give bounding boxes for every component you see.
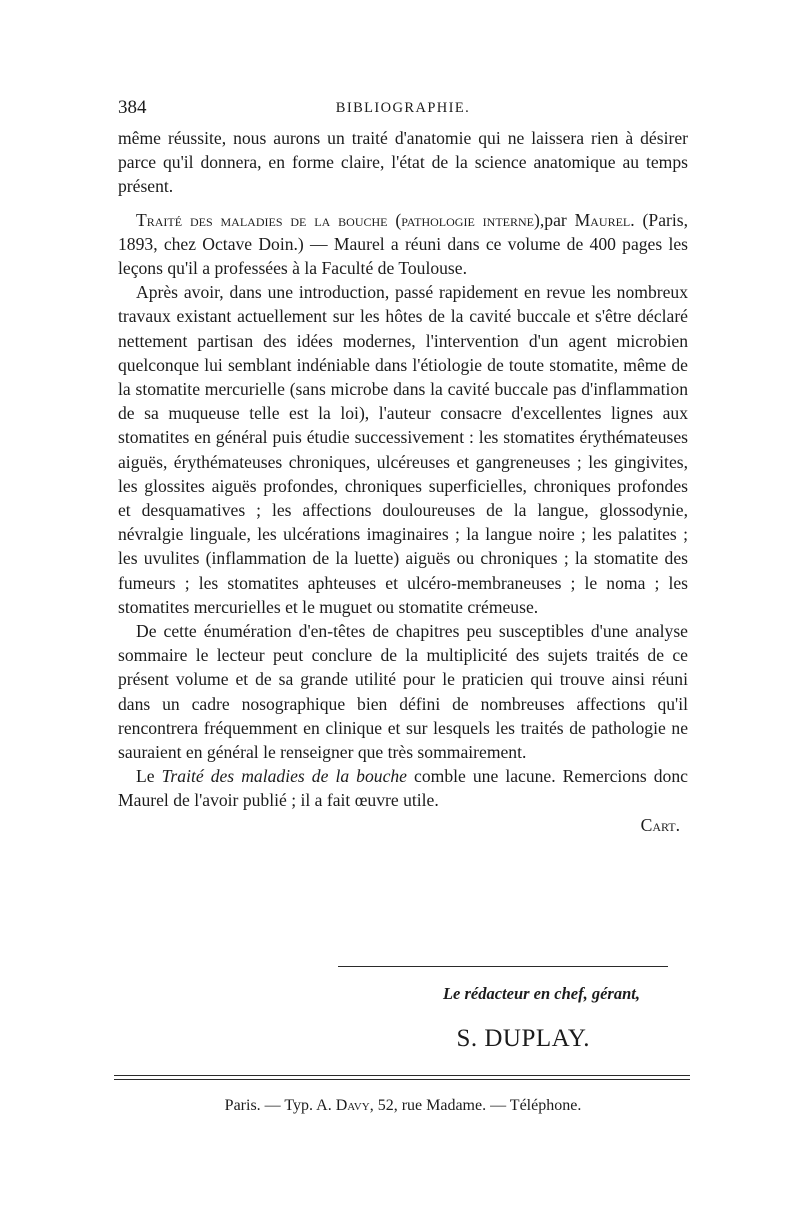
editor-name: S. DUPLAY. bbox=[456, 1025, 590, 1052]
review-paragraph-3: De cette énumération d'en-têtes de chapitres peu susceptibles d'une analyse sommaire le lecteur peut conclure de la multiplicité des sujets traités de ce présent volume et de sa grande utilité pour le praticien qui trouve ainsi réuni dans un cadre nosographique bien défini de nombreuses affections qu'il rencontrera fréquemment en clinique et sur lesquels les traités de pathologie ne sauraient en général le renseigner que très sommairement. bbox=[118, 621, 688, 763]
review-paragraph-2: Après avoir, dans une introduction, passé rapidement en revue les nombreux travaux existant actuellement sur les hôtes de la cavité buccale et s'être déclaré nettement partisan des idées modernes, l'intervention d'un agent microbien quelconque lui semblant indéniable dans l'étiologie de toute stomatite, même de la stomatite mercurielle (sans microbe dans la cavité buccale pas d'inflammation de sa muqueuse telle est la loi), l'auteur consacre d'excellentes lignes aux stomatites en général puis étudie successivement : les stomatites érythémateuses aiguës, érythémateuses chroniques, ulcéreuses et gangreneuses ; les gingivites, les glossites aiguës profondes, chroniques superficielles, chroniques profondes et desquamatives ; les affections douloureuses de la langue, glossodynie, névralgie linguale, les ulcérations imaginaires ; la langue noire ; les palatites ; les uvulites (inflammation de la luette) aiguës ou chroniques ; la stomatite des fumeurs ; les stomatites aphteuses et ulcéro-membraneuses ; le noma ; les stomatites mercurielles et le muguet ou stomatite crémeuse. bbox=[118, 282, 688, 617]
printer-name: Davy bbox=[335, 1097, 370, 1114]
para4-lead: Le bbox=[136, 766, 162, 787]
review-paragraph-4 bbox=[118, 764, 688, 812]
page-number: 384 bbox=[118, 97, 147, 118]
para4-rest: comble une lacune. Remercions donc Maurel de l'avoir publié ; il a fait œuvre utile. bbox=[118, 766, 688, 811]
continued-paragraph: même réussite, nous aurons un traité d'anatomie qui ne laissera rien à désirer parce qu'il donnera, en forme claire, l'état de la science anatomique au temps présent. bbox=[118, 128, 688, 197]
imprint-lead: Paris. — Typ. A. bbox=[224, 1097, 336, 1114]
imprint-address: , 52, rue Madame. — Téléphone. bbox=[369, 1097, 582, 1114]
book-entry bbox=[118, 208, 688, 281]
para4-book-title: Traité des maladies de la bouche bbox=[161, 766, 407, 787]
book-entry-text: (Paris, 1893, chez Octave Doin.) — Maurel a réuni dans ce volume de 400 pages les leçons qu'il a professées à la Faculté de Toulouse. bbox=[118, 209, 689, 279]
book-title: Traité des maladies de la bouche (pathologie interne), bbox=[136, 209, 545, 230]
editor-role: Le rédacteur en chef, gérant, bbox=[442, 984, 640, 1003]
book-by: par bbox=[544, 209, 575, 230]
page-header bbox=[118, 97, 688, 123]
short-rule bbox=[338, 966, 668, 967]
footer-rule-top bbox=[114, 1075, 690, 1076]
reviewer-signature: Cart. bbox=[640, 814, 680, 835]
footer-rule-bottom bbox=[114, 1079, 690, 1080]
running-title: BIBLIOGRAPHIE. bbox=[335, 100, 471, 116]
review-text bbox=[118, 126, 688, 837]
printer-imprint bbox=[118, 1097, 688, 1115]
book-author: Maurel. bbox=[574, 209, 635, 230]
